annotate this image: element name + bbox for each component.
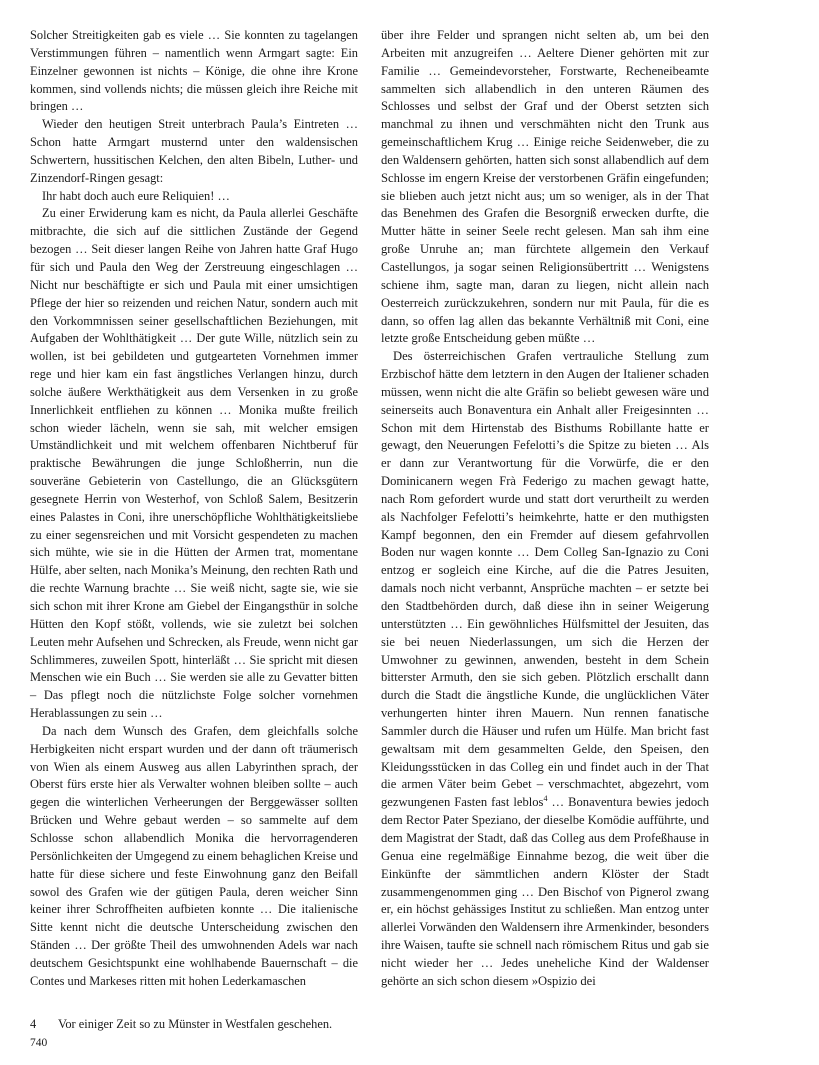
left-column	[30, 27, 358, 991]
paragraph-text: Des österreichischen Grafen vertrauliche Stellung zum Erzbischof hätte dem letztern in den Augen der Italiener schaden müssen, wenn nicht die alte Gräfin so beliebt gewesen wäre und seinerseits auch Bonaventura ein Anhalt aller Freigesinnten … Schon mit dem Hirtenstab des Bisthums Robillante hatte er gewagt, den Neuerungen Fefelotti’s die Spitze zu bieten … Als er dann zur Verantwortung für die Vorwürfe, die er den Dominicanern wegen Frà Federigo zu machen gewagt hatte, nach Rom gefordert wurde und statt dort verurtheilt zu werden als Nachfolger Fefelotti’s heimkehrte, hatte er den muthigsten Kampf begonnen, den ein Fremder auf diesem gefahrvollen Boden nur wagen konnte … Dem Colleg San-Ignazio zu Coni entzog er sogleich eine Kirche, auf die die Patres Jesuiten, damals noch nicht verbannt, Ansprüche machten – er setzte bei den Stadtbehörden durch, daß diese ihn in seiner Weigerung unterstützten … Ein gewöhnliches Hülfsmittel der Jesuiten, das sie bei neuen Niederlassungen, um sich die Herzen der Umwohner zu gewinnen, anwenden, besteht in dem Schein bitterster Armuth, den sie sich geben. Plötzlich erschallt dann durch die Stadt die ängstliche Kunde, die unglücklichen Väter verhungerten hinter ihren Mauern. Nun rennen fanatische Sammler durch die Häuser und rufen um Hülfe. Man bricht fast gewaltsam mit dem gesammelten Gelde, den Speisen, den Kleidungsstücken in das Colleg ein und findet auch in der That die armen Väter beim Gebet – verschmachtet, abgezehrt, vom gezwungenen Fasten fast leblos	[381, 349, 709, 810]
paragraph	[381, 348, 709, 990]
footnote-reference: 4	[543, 794, 548, 804]
page-number: 740	[30, 1037, 48, 1049]
paragraph: Ihr habt doch auch eure Reliquien! …	[42, 188, 230, 203]
paragraph-text-continued: … Bonaventura bewies jedoch dem Rector Pater Speziano, der dieselbe Komödie aufführte, und dem Magistrat der Stadt, daß das Colleg aus dem Profeßhause in Genua eine regelmäßige Einnahme bezog, die weit über die Einkünfte der sämmtlichen andern Klöster der Stadt zusammengenommen ging … Den Bischof von Pignerol zwang er, ein höchst gehässiges Institut zu schließen. Man entzog unter allerlei Vorwänden den Waldensern ihre Armenkinder, besonders ihre Waisen, taufte sie schnell nach römischem Ritus und gab sie nicht wieder her … Jedes uneheliche Kind der Waldenser gehörte an sich schon diesem »Ospizio dei	[381, 795, 710, 988]
paragraph: Zu einer Erwiderung kam es nicht, da Paula allerlei Geschäfte mitbrachte, die sich auf die sittlichen Zustände der Gegend bezogen … Seit dieser langen Reihe von Jahren hatte Graf Hugo für sich und Paula den Weg der Zerstreuung eingeschlagen … Nicht nur beschäftigte er sich und Paula mit einer umsichtigen Pflege der hier so reizenden und reichen Natur, sondern auch mit den Vorkommnissen seiner gesellschaftlichen Beziehungen, mit Aufgaben der Wohlthätigkeit … Der gute Wille, nützlich sein zu wollen, ist bei gebildeten und gutgearteten Vornehmen immer rege und hier kam ein fast ängstliches Verlangen hinzu, durch solche äußere Werkthätigkeit aus dem Versenken in zu große Innerlichkeit entfliehen zu können … Monika mußte freilich schon wieder lächeln, wenn sie sah, mit welcher emsigen Umständlichkeit und mit welchem offenbaren Nichtberuf für praktische Bewährungen die junge Schloßherrin, nun die souveräne Gebieterin von Castellungo, die an Glücksgütern gesegnete Herrin von Westerhof, von Schloß Salem, Besitzerin eines Palastes in Coni, ihre unerschöpfliche Wohlthätigkeitsliebe zu einer segensreichen und mit Vorsicht gespendeten zu machen sich mühte, wie sie in die Hütten der Armen trat, momentane Hülfe, aber selten, nach Monika’s Meinung, den rechten Rath und die rechte Warnung brachte … Sie weiß nicht, sagte sie, wie sie sich schon mit ihrer Krone am Giebel der Eingangsthür in solche Hütten den Kopf stößt, vollends, wie sie zuletzt bei solchen Leuten mehr Aufsehen und Schrecken, als Freude, wenn nicht gar Schlimmeres, zuweilen Spott, hinterläßt … Sie spricht mit diesen Menschen wie ein Buch … Sie werden sie alle zu Gevatter bitten – Das pflegt noch die nützlichste Folge solcher vornehmen Herablassungen zu sein …	[30, 206, 358, 721]
footnote-text: Vor einiger Zeit so zu Münster in Westfalen geschehen.	[58, 1017, 333, 1031]
paragraph: Da nach dem Wunsch des Grafen, dem gleichfalls solche Herbigkeiten nicht erspart wurden und der dann oft träumerisch von Wien als einem Ausweg aus allen Labyrinthen sprach, der Oberst fürs erste hier als Verwalter wohnen bleiben sollte – auch gegen die winterlichen Verheerungen der Berggewässer sollten Brücken und Wehre gebaut werden – so sammelte auf dem Schlosse schon allabendlich Monika die hervorragenderen Persönlichkeiten der Umgegend zu einem behaglichen Kreise und hatte für diese sichere und feste Einwohnung ganz den Beifall sowol des Grafen wie der gütigen Paula, deren weicher Sinn keiner ihrer Schroffheiten aufbieten konnte … Die italienische Sitte kennt nicht die deutsche Unterscheidung zwischen den Ständen … Der größte Theil des umwohnenden Adels war nach deutschem Gesichtspunkt eine wohlhabende Bauernschaft – die Contes und Markeses ritten mit hohen Lederkamaschen	[30, 723, 358, 988]
paragraph: Wieder den heutigen Streit unterbrach Paula’s Eintreten … Schon hatte Armgart musternd unter den waldensischen Schwertern, hussitischen Kelchen, den alten Bibeln, Luther- und Zinzendorf-Ringen gesagt:	[30, 117, 358, 185]
paragraph: über ihre Felder und sprangen nicht selten ab, um bei den Arbeiten mit anzugreifen … Aeltere Diener gehörten mit zur Familie … Gemeindevorsteher, Forstwarte, Recheneibeamte sammelten sich allabendlich in den unteren Räumen des Schlosses und selbst der Graf und der Oberst setzten sich manchmal zu ihnen und verschmähten nicht den Trunk aus gemeinschaftlichem Krug … Einige reiche Seidenweber, die zu den Waldensern gehörten, hatten sich sonst allabendlich auf dem Schlosse im engern Kreise der verstorbenen Gräfin eingefunden; sie blieben auch jetzt nicht aus; um so weniger, als in der That das Benehmen des Grafen die Besorgniß erwecken durfte, die Mutter hätte in seiner Seele recht gelesen. Man sah ihm eine große Unruhe an; man fürchtete allgemein den Verkauf Castellungos, ja sogar seinen Religionsübertritt … Wenigstens schiene ihm, sagte man, daran zu liegen, nicht allein nach Oesterreich zurückzukehren, sondern nur mit Paula, für die es dann, so offen lag allen das bekannte Verhältniß mit Coni, eine letzte große Entscheidung geben müßte …	[381, 28, 709, 346]
footnote	[30, 1016, 410, 1032]
footnote-number: 4	[30, 1017, 37, 1031]
right-column	[381, 27, 709, 991]
paragraph: Solcher Streitigkeiten gab es viele … Sie konnten zu tagelangen Verstimmungen führen – namentlich wenn Armgart sagte: Ein Einzelner gewonnen ist nichts – Könige, die ohne ihre Krone kommen, sind vollends nichts; die müssen gleich ihre Reiche mit bringen …	[30, 28, 358, 114]
